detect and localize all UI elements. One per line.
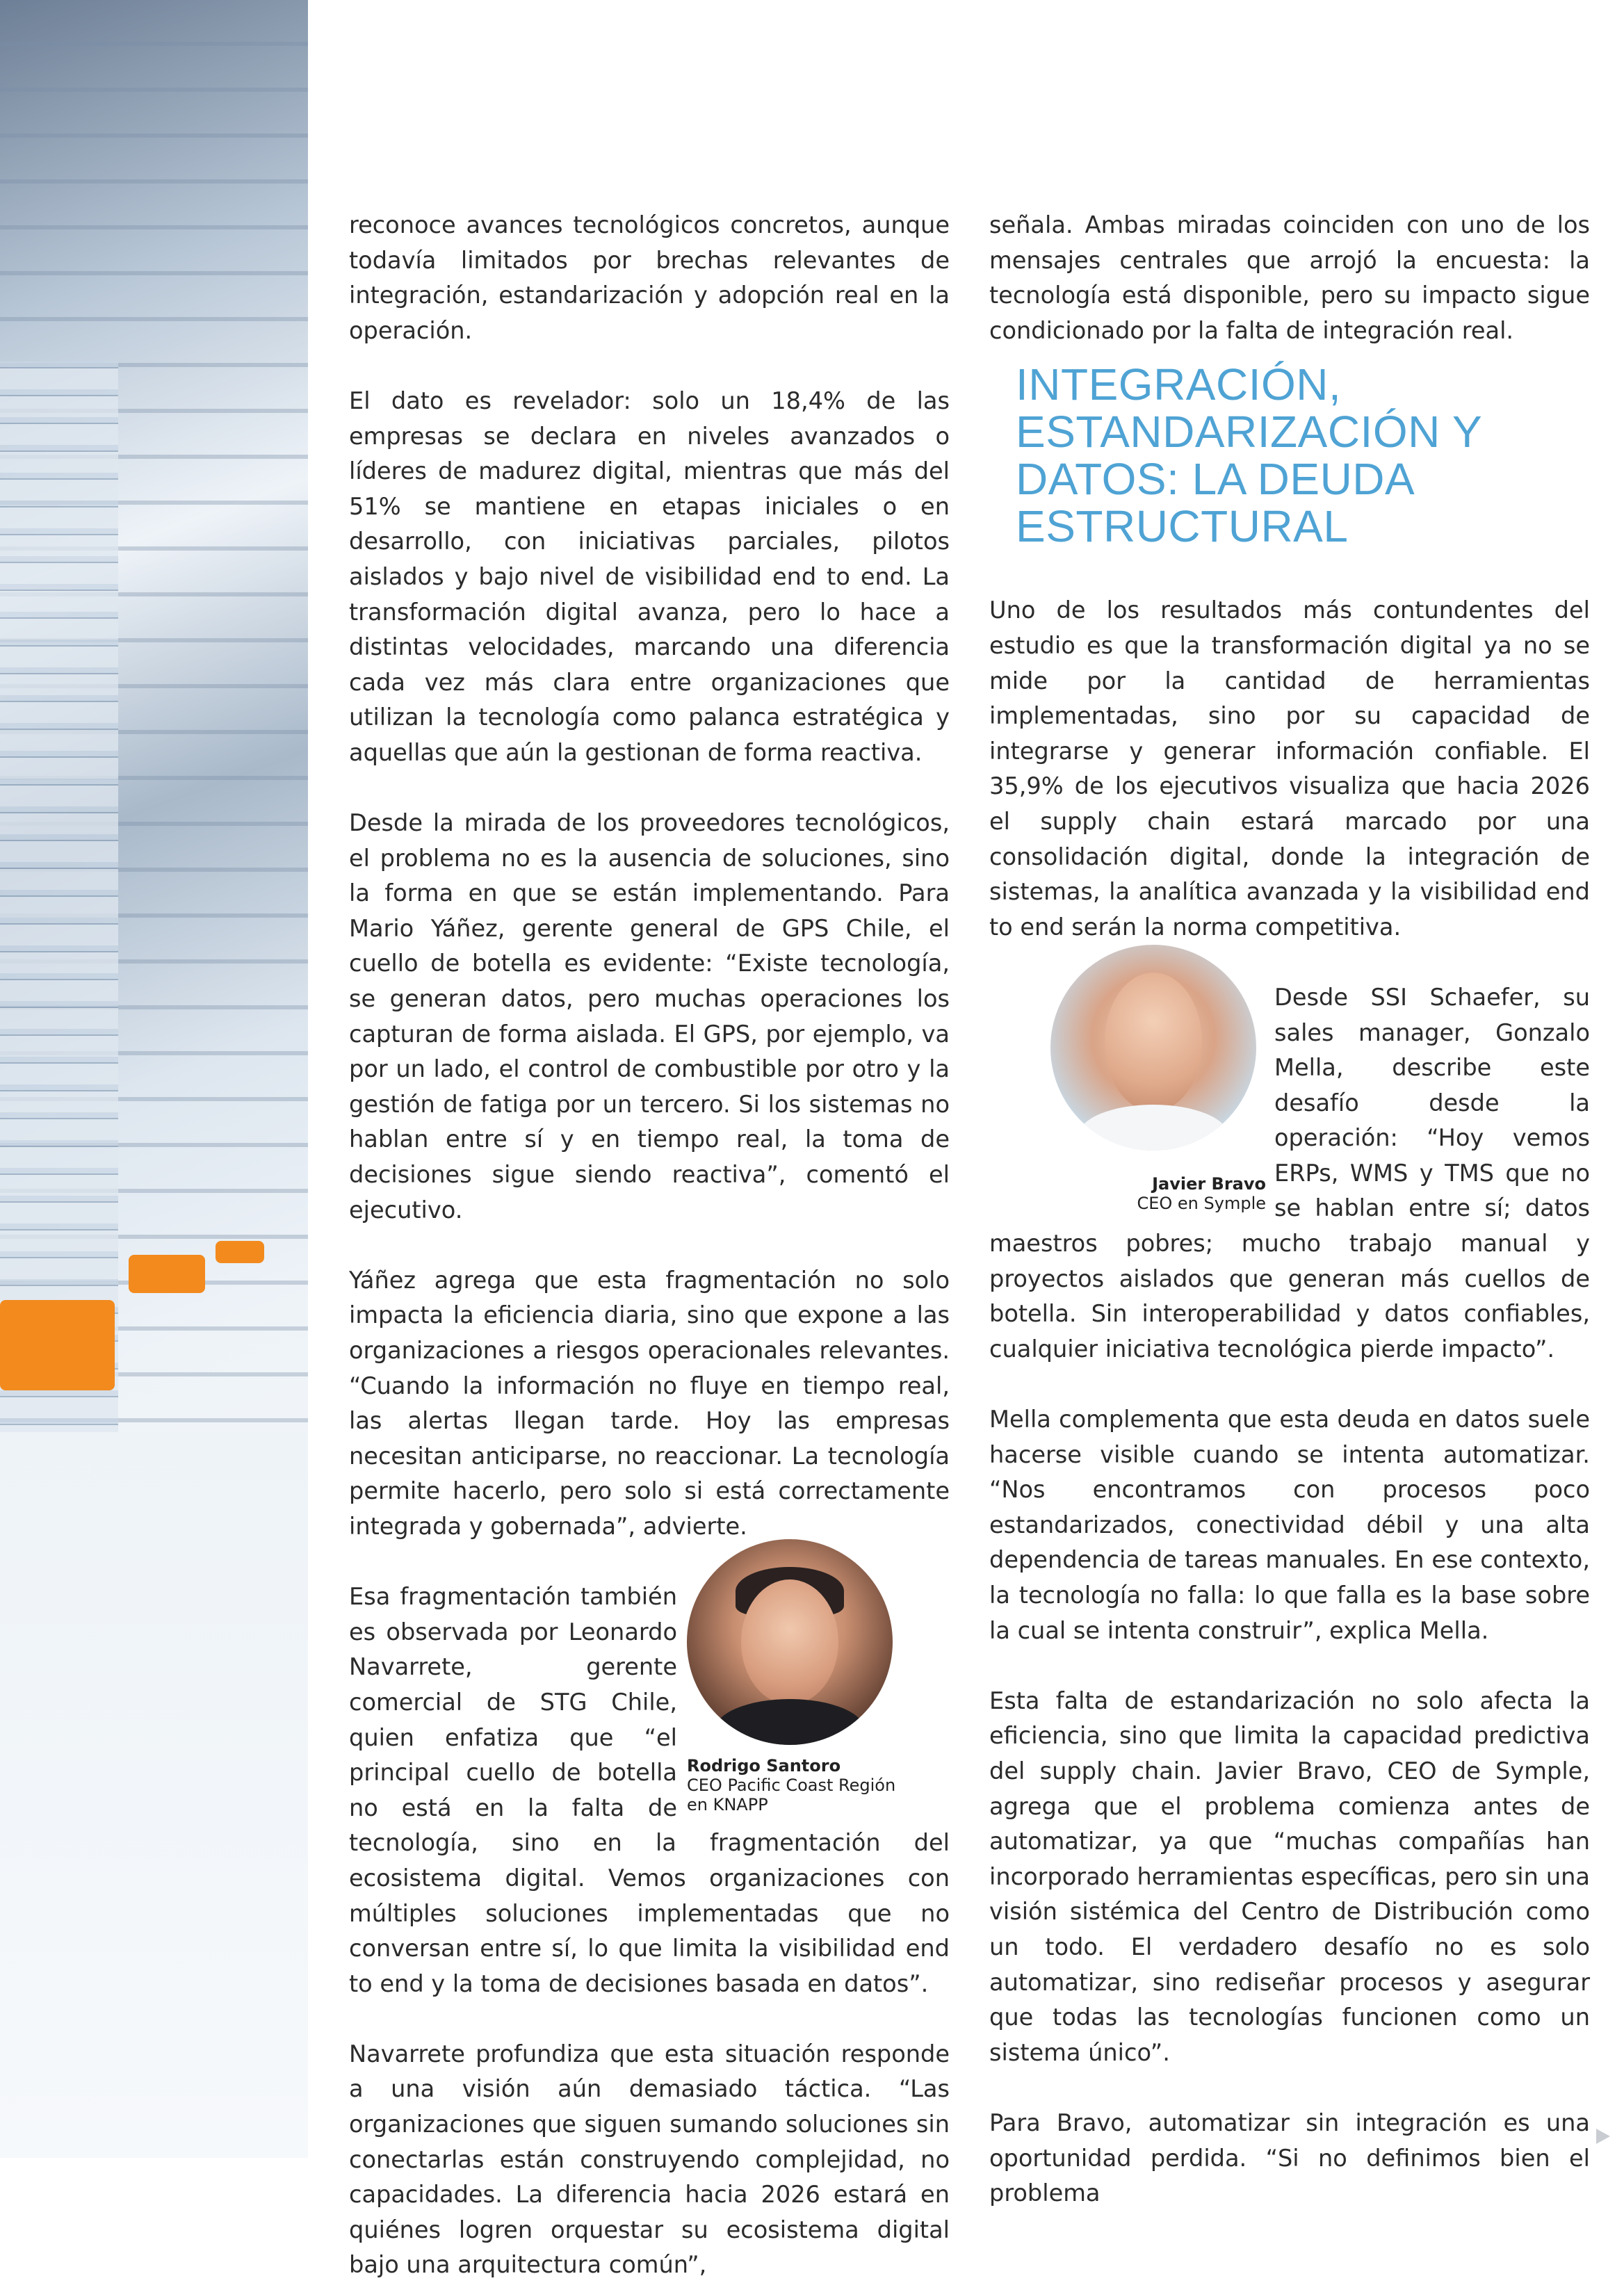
paragraph: Esa fragmentación también es observada por Leonardo Navarrete, gerente comercial de STG Chile, quien enfatiza que “el principal cuello de botella no está en la falta de tecnología, sino en la fragmentación del ecosistema digital. Vemos organizaciones con múltiples soluciones implementadas que no conversan entre sí, lo que limita la visibilidad end to end y la toma de decisiones basada en datos”. <box>349 1583 950 1997</box>
warehouse-floor <box>0 1432 308 2158</box>
portrait-shirt <box>715 1699 865 1745</box>
caption-role: en KNAPP <box>687 1794 768 1814</box>
paragraph: El dato es revelador: solo un 18,4% de las empresas se declara en niveles avanzados o líderes de madurez digital, mientras que más del 51% se mantiene en etapas iniciales o en desarrollo, con iniciativas parciales, pilotos aislados y bajo nivel de visibilidad end to end. La transformación digital avanza, pero lo hace a distintas velocidades, marcando una diferencia cada vez más clara entre organizaciones que utilizan la tecnología como palanca estratégica y aquellas que aún la gestionan de forma reactiva. <box>349 387 950 766</box>
paragraph: Uno de los resultados más contundentes del estudio es que la transformación digital ya no se mide por la cantidad de herramientas implementadas, sino por su capacidad de integrarse y generar información confiable. El 35,9% de los ejecutivos visualiza que hacia 2026 el supply chain estará marcado por una consolidación digital, donde la integración de sistemas, la analítica avanzada y la visibilidad end to end serán la norma competitiva. <box>989 596 1590 941</box>
paragraph: Yáñez agrega que esta fragmentación no solo impacta la eficiencia diaria, sino que expone a las organizaciones a riesgos operacionales relevantes. “Cuando la información no fluye en tiempo real, las alertas llegan tarde. Hoy las empresas necesitan anticiparse, no reaccionar. La tecnología permite hacerlo, pero solo si está correctamente integrada y gobernada”, advierte. <box>349 1266 950 1540</box>
next-page-arrow-icon[interactable] <box>1596 2129 1610 2144</box>
paragraph: Mella complementa que esta deuda en datos suele hacerse visible cuando se intenta automatizar. “Nos encontramos con procesos poco estandarizados, conectividad débil y una alta dependencia de tareas manuales. En ese contexto, la tecnología no falla: lo que falla es la base sobre la cual se intenta construir”, explica Mella. <box>989 1406 1590 1644</box>
caption-name: Javier Bravo <box>1152 1174 1266 1194</box>
paragraph: reconoce avances tecnológicos concretos, aunque todavía limitados por brechas relevantes de integración, estandarización y adopción real en la operación. <box>349 211 950 344</box>
figure-rodrigo-santoro <box>687 1539 965 1814</box>
portrait-shirt <box>1078 1105 1228 1151</box>
warehouse-robot <box>129 1255 205 1293</box>
warehouse-photo <box>0 0 308 2158</box>
portrait-face <box>1105 973 1202 1112</box>
portrait-rodrigo-santoro <box>687 1539 893 1745</box>
figure-caption <box>989 1174 1267 1213</box>
warehouse-robot <box>216 1241 264 1263</box>
paragraph: Desde la mirada de los proveedores tecnológicos, el problema no es la ausencia de soluciones, sino la forma en que se están implementando. Para Mario Yáñez, gerente general de GPS Chile, el cuello de botella es evidente: “Existe tecnología, se generan datos, pero muchas operaciones los capturan de forma aislada. El GPS, por ejemplo, va por un lado, el control de combustible por otro y la gestión de fatiga por un tercero. Si los sistemas no hablan entre sí y en tiempo real, la toma de decisiones sigue siendo reactiva”, comentó el ejecutivo. <box>349 809 950 1224</box>
portrait-javier-bravo <box>1050 945 1256 1151</box>
section-heading: INTEGRACIÓN, ESTANDARIZACIÓN Y DATOS: LA DEUDA ESTRUCTURAL <box>1016 359 1481 552</box>
figure-caption <box>687 1756 965 1814</box>
caption-name: Rodrigo Santoro <box>687 1755 841 1776</box>
caption-role: CEO Pacific Coast Región <box>687 1775 896 1795</box>
paragraph: Desde SSI Schaefer, su sales manager, Gonzalo Mella, describe este desafío desde la operación: “Hoy vemos ERPs, WMS y TMS que no se hablan entre sí; datos maestros pobres; mucho trabajo manual y proyectos aislados que generan más cuellos de botella. Sin interoperabilidad y datos confiables, cualquier iniciativa tecnológica pierde impacto”. <box>989 983 1590 1363</box>
paragraph: Navarrete profundiza que esta situación responde a una visión aún demasiado táctica. “Las organizaciones que siguen sumando soluciones sin conectarlas están construyendo complejidad, no capacidades. La diferencia hacia 2026 estará en quiénes logren orquestar su ecosistema digital bajo una arquitectura común”, <box>349 2040 950 2279</box>
caption-role: CEO en Symple <box>1137 1194 1266 1214</box>
paragraph: Esta falta de estandarización no solo afecta la eficiencia, sino que limita la capacidad predictiva del supply chain. Javier Bravo, CEO de Symple, agrega que el problema comienza antes de automatizar, ya que “muchas compañías han incorporado herramientas específicas, pero sin una visión sistémica del Centro de Distribución como un todo. El verdadero desafío no es solo automatizar, sino rediseñar procesos y asegurar que todas las tecnologías funcionen como un sistema único”. <box>989 1687 1590 2066</box>
warehouse-robot <box>0 1300 115 1390</box>
figure-javier-bravo <box>989 945 1267 1213</box>
article-column-left <box>349 208 950 2283</box>
portrait-face <box>741 1579 838 1705</box>
paragraph: Para Bravo, automatizar sin integración es una oportunidad perdida. “Si no definimos bien el problema <box>989 2109 1590 2207</box>
paragraph: señala. Ambas miradas coinciden con uno de los mensajes centrales que arrojó la encuesta: la tecnología está disponible, pero su impacto sigue condicionado por la falta de integración real. <box>989 211 1590 344</box>
article-column-right <box>989 208 1590 2211</box>
